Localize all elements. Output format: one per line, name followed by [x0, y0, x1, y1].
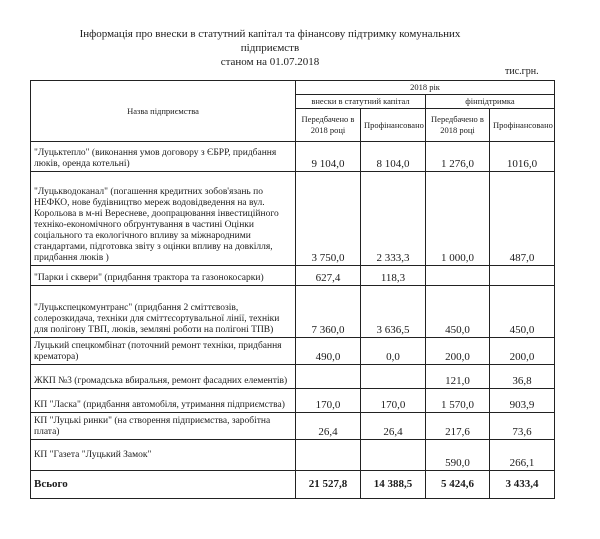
table-row — [31, 389, 555, 413]
header-capital-planned: Передбачено в 2018 році — [296, 109, 361, 142]
row-capital-financed: 118,3 — [361, 266, 426, 286]
row-capital-planned — [296, 440, 361, 471]
row-support-planned: 450,0 — [426, 286, 490, 338]
row-support-planned: 590,0 — [426, 440, 490, 471]
row-support-financed: 487,0 — [490, 172, 555, 266]
row-capital-financed: 8 104,0 — [361, 142, 426, 172]
table-row — [31, 440, 555, 471]
total-row — [31, 471, 555, 499]
support-table — [30, 80, 555, 499]
row-capital-planned: 26,4 — [296, 413, 361, 440]
row-support-planned: 1 276,0 — [426, 142, 490, 172]
row-name: "Луцьктепло" (виконання умов договору з ЄБРР, придбання люків, оренда котельні) — [31, 142, 296, 172]
row-support-financed: 903,9 — [490, 389, 555, 413]
header-capital: внески в статутний капітал — [296, 95, 426, 109]
row-capital-financed: 3 636,5 — [361, 286, 426, 338]
row-capital-financed: 170,0 — [361, 389, 426, 413]
header-support-planned: Передбачено в 2018 році — [426, 109, 490, 142]
row-name: "Луцькводоканал" (погашення кредитних зобов'язань по НЕФКО, нове будівництво мереж водовідведення на вул. Корольова в м-ні Вересневе, доопрацювання інвестиційного техніко-економічного обґрунтування в частині Оцінки соціального та екологічного впливу за міжнародними стандартами, підготовка звіту з оцінки впливу на довкілля, придбання люків ) — [31, 172, 296, 266]
total-capital-planned: 21 527,8 — [296, 471, 361, 499]
table-row — [31, 365, 555, 389]
row-support-financed: 200,0 — [490, 338, 555, 365]
row-name: КП "Газета "Луцький Замок" — [31, 440, 296, 471]
row-capital-financed — [361, 365, 426, 389]
total-support-financed: 3 433,4 — [490, 471, 555, 499]
row-support-financed — [490, 266, 555, 286]
row-name: Луцький спецкомбінат (поточний ремонт техніки, придбання крематора) — [31, 338, 296, 365]
row-name: КП "Луцькі ринки" (на створення підприємства, заробітна плата) — [31, 413, 296, 440]
row-support-financed: 73,6 — [490, 413, 555, 440]
row-capital-planned: 9 104,0 — [296, 142, 361, 172]
header-year: 2018 рік — [296, 81, 555, 95]
row-capital-financed — [361, 440, 426, 471]
row-capital-planned: 627,4 — [296, 266, 361, 286]
row-capital-financed: 0,0 — [361, 338, 426, 365]
row-support-planned: 217,6 — [426, 413, 490, 440]
row-capital-planned: 490,0 — [296, 338, 361, 365]
total-support-planned: 5 424,6 — [426, 471, 490, 499]
row-name: КП "Ласка" (придбання автомобіля, утримання підприємства) — [31, 389, 296, 413]
row-support-financed: 36,8 — [490, 365, 555, 389]
table-row — [31, 338, 555, 365]
row-support-planned: 1 570,0 — [426, 389, 490, 413]
row-name: ЖКП №3 (громадська вбиральня, ремонт фасадних елементів) — [31, 365, 296, 389]
row-capital-financed: 26,4 — [361, 413, 426, 440]
table-row — [31, 266, 555, 286]
unit-label: тис.грн. — [505, 66, 539, 77]
document-title — [60, 27, 480, 69]
header-name: Назва підприємства — [31, 81, 296, 142]
header-support-financed: Профінансовано — [490, 109, 555, 142]
row-capital-planned: 3 750,0 — [296, 172, 361, 266]
row-support-financed: 450,0 — [490, 286, 555, 338]
row-support-financed: 1016,0 — [490, 142, 555, 172]
row-support-planned — [426, 266, 490, 286]
row-support-financed: 266,1 — [490, 440, 555, 471]
title-line-2: станом на 01.07.2018 — [220, 56, 320, 68]
row-support-planned: 1 000,0 — [426, 172, 490, 266]
table-row — [31, 286, 555, 338]
row-support-planned: 121,0 — [426, 365, 490, 389]
total-label: Всього — [31, 471, 296, 499]
table-row — [31, 413, 555, 440]
header-support: фінпідтримка — [426, 95, 555, 109]
title-line-1: Інформація про внески в статутний капітал та фінансову підтримку комунальних підприємств — [79, 28, 461, 54]
row-capital-planned: 7 360,0 — [296, 286, 361, 338]
row-capital-planned — [296, 365, 361, 389]
row-support-planned: 200,0 — [426, 338, 490, 365]
row-name: "Луцькспецкомунтранс" (придбання 2 сміттєвозів, солерозкидача, техніки для сміттєсортувальної лінії, техніки для полігону ТВП, люків, земляні роботи на полігоні ТПВ) — [31, 286, 296, 338]
table-row — [31, 142, 555, 172]
row-capital-financed: 2 333,3 — [361, 172, 426, 266]
total-capital-financed: 14 388,5 — [361, 471, 426, 499]
table-row — [31, 172, 555, 266]
row-name: "Парки і сквери" (придбання трактора та газонокосарки) — [31, 266, 296, 286]
row-capital-planned: 170,0 — [296, 389, 361, 413]
header-capital-financed: Профінансовано — [361, 109, 426, 142]
